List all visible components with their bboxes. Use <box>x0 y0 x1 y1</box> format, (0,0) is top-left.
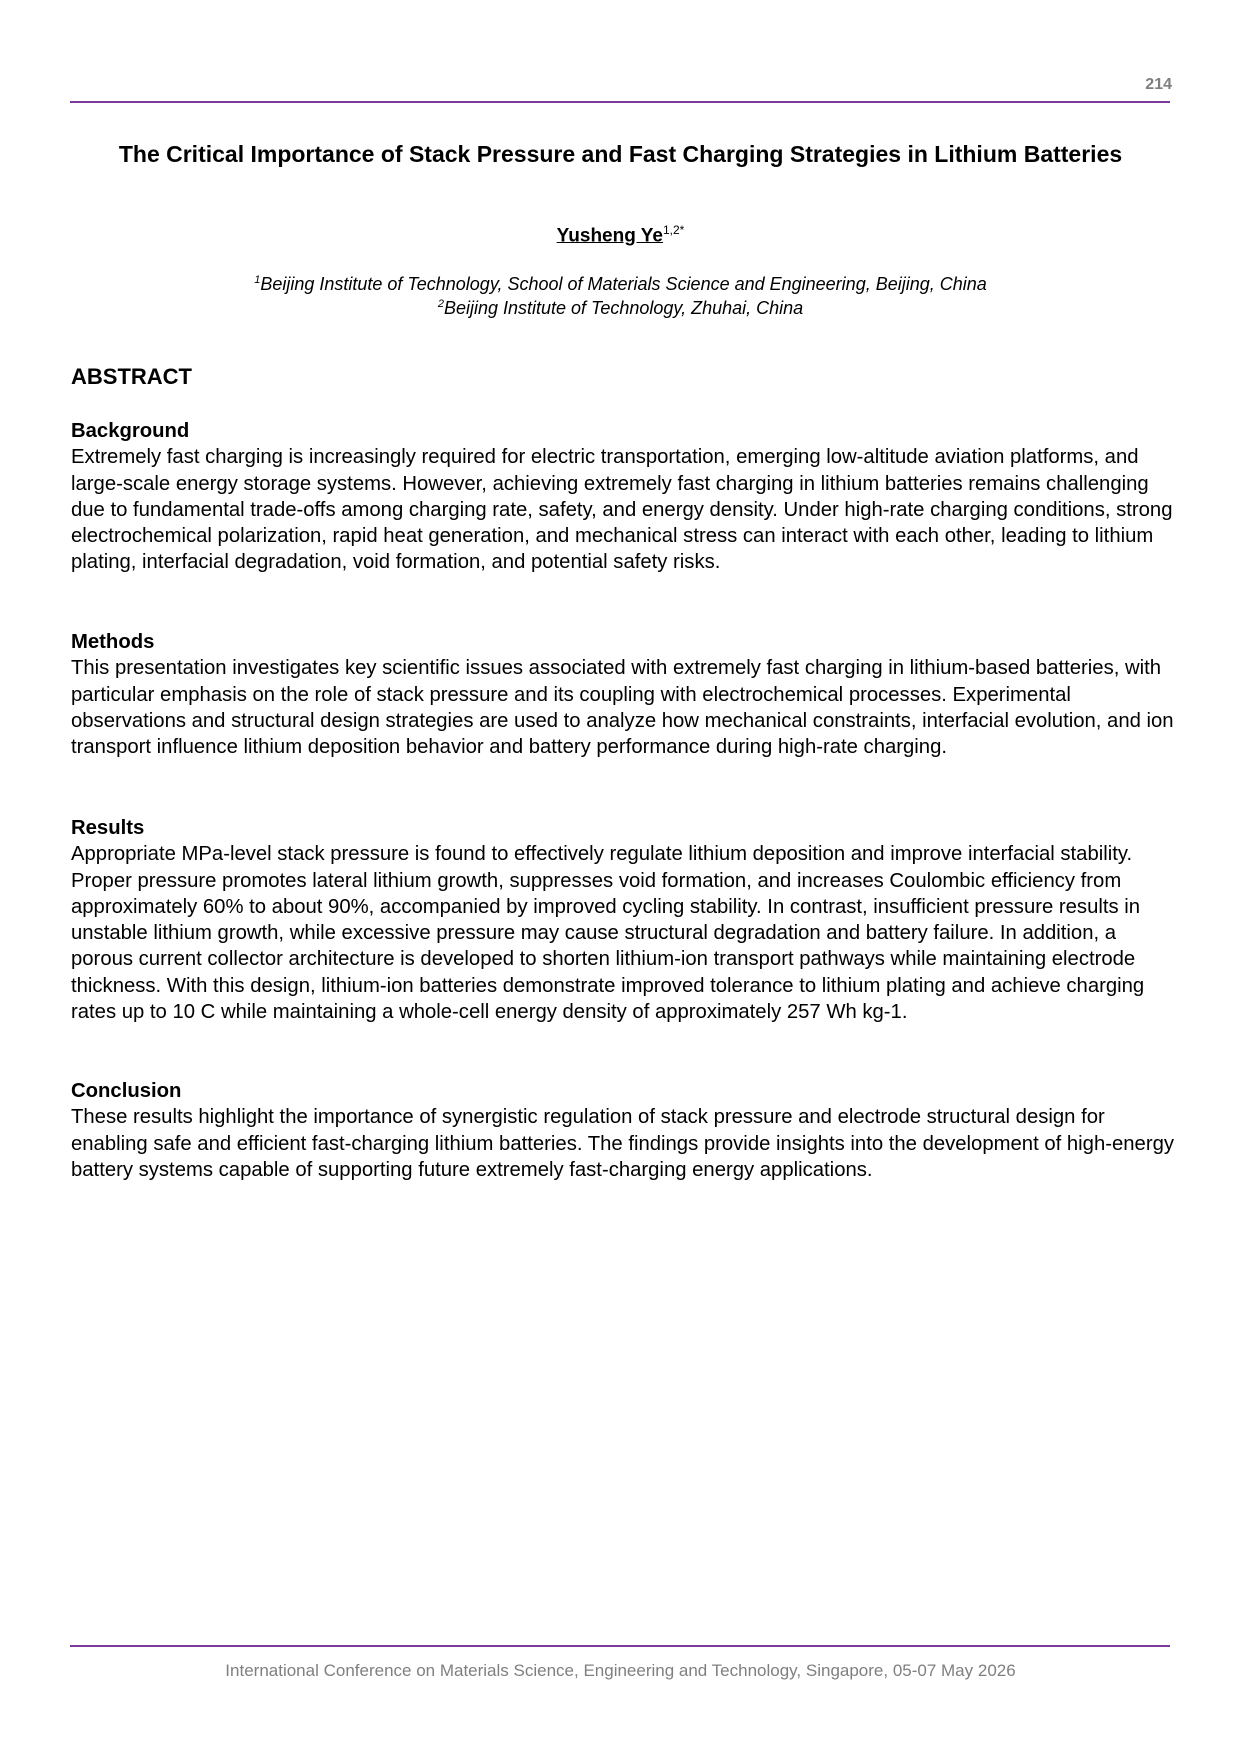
section-results <box>71 815 1181 1025</box>
section-conclusion-body: These results highlight the importance of synergistic regulation of stack pressure and electrode structural design for enabling safe and efficient fast-charging lithium batteries. The findings provide insights into the development of high-energy battery systems capable of supporting future extremely fast-charging energy applications. <box>71 1106 1175 1181</box>
affiliation-2-mark: 2 <box>437 298 444 310</box>
section-conclusion <box>71 1078 1181 1183</box>
paper-title: The Critical Importance of Stack Pressure and Fast Charging Strategies in Lithium Batteries <box>118 141 1123 167</box>
section-background-body: Extremely fast charging is increasingly required for electric transportation, emerging low-altitude aviation platforms, and large-scale energy storage systems. However, achieving extremely fast charging in lithium batteries remains challenging due to fundamental trade-offs among charging rate, safety, and energy density. Under high-rate charging conditions, strong electrochemical polarization, rapid heat generation, and mechanical stress can interact with each other, leading to lithium plating, interfacial degradation, void formation, and potential safety risks. <box>71 446 1173 574</box>
section-results-body: Appropriate MPa-level stack pressure is found to effectively regulate lithium deposition and improve interfacial stability. Proper pressure promotes lateral lithium growth, suppresses void formation, and increases Coulombic efficiency from approximately 60% to about 90%, accompanied by improved cycling stability. In contrast, insufficient pressure results in unstable lithium growth, while excessive pressure may cause structural degradation and battery failure. In addition, a porous current collector architecture is developed to shorten lithium-ion transport pathways while maintaining electrode thickness. With this design, lithium-ion batteries demonstrate improved tolerance to lithium plating and achieve charging rates up to 10 C while maintaining a whole-cell energy density of approximately 257 Wh kg-1. <box>71 843 1145 1024</box>
footer-divider <box>70 1645 1170 1647</box>
section-background-heading: Background <box>71 420 190 442</box>
section-conclusion-heading: Conclusion <box>71 1080 182 1102</box>
section-methods-heading: Methods <box>71 631 155 653</box>
author-name: Yusheng Ye <box>556 225 663 247</box>
section-methods-body: This presentation investigates key scientific issues associated with extremely fast charging in lithium-based batteries, with particular emphasis on the role of stack pressure and its coupling with electrochemical processes. Experimental observations and structural design strategies are used to analyze how mechanical constraints, interfacial evolution, and ion transport influence lithium deposition behavior and battery performance during high-rate charging. <box>71 657 1174 759</box>
section-background <box>71 418 1181 576</box>
abstract-heading: ABSTRACT <box>71 364 192 389</box>
author-line <box>0 218 1241 248</box>
affiliation-1-mark: 1 <box>254 274 261 286</box>
header-divider <box>70 101 1170 103</box>
section-methods <box>71 629 1181 760</box>
conference-footer: International Conference on Materials Science, Engineering and Technology, Singapore, 05-07 May 2026 <box>225 1661 1016 1680</box>
affiliation-1-text: Beijing Institute of Technology, School of Materials Science and Engineering, Beijing, China <box>260 274 987 294</box>
author-superscript: 1,2* <box>662 223 685 237</box>
section-results-heading: Results <box>71 817 145 839</box>
page-number: 214 <box>1145 76 1172 93</box>
affiliation-2 <box>0 292 1241 320</box>
affiliation-2-text: Beijing Institute of Technology, Zhuhai, China <box>443 298 804 318</box>
